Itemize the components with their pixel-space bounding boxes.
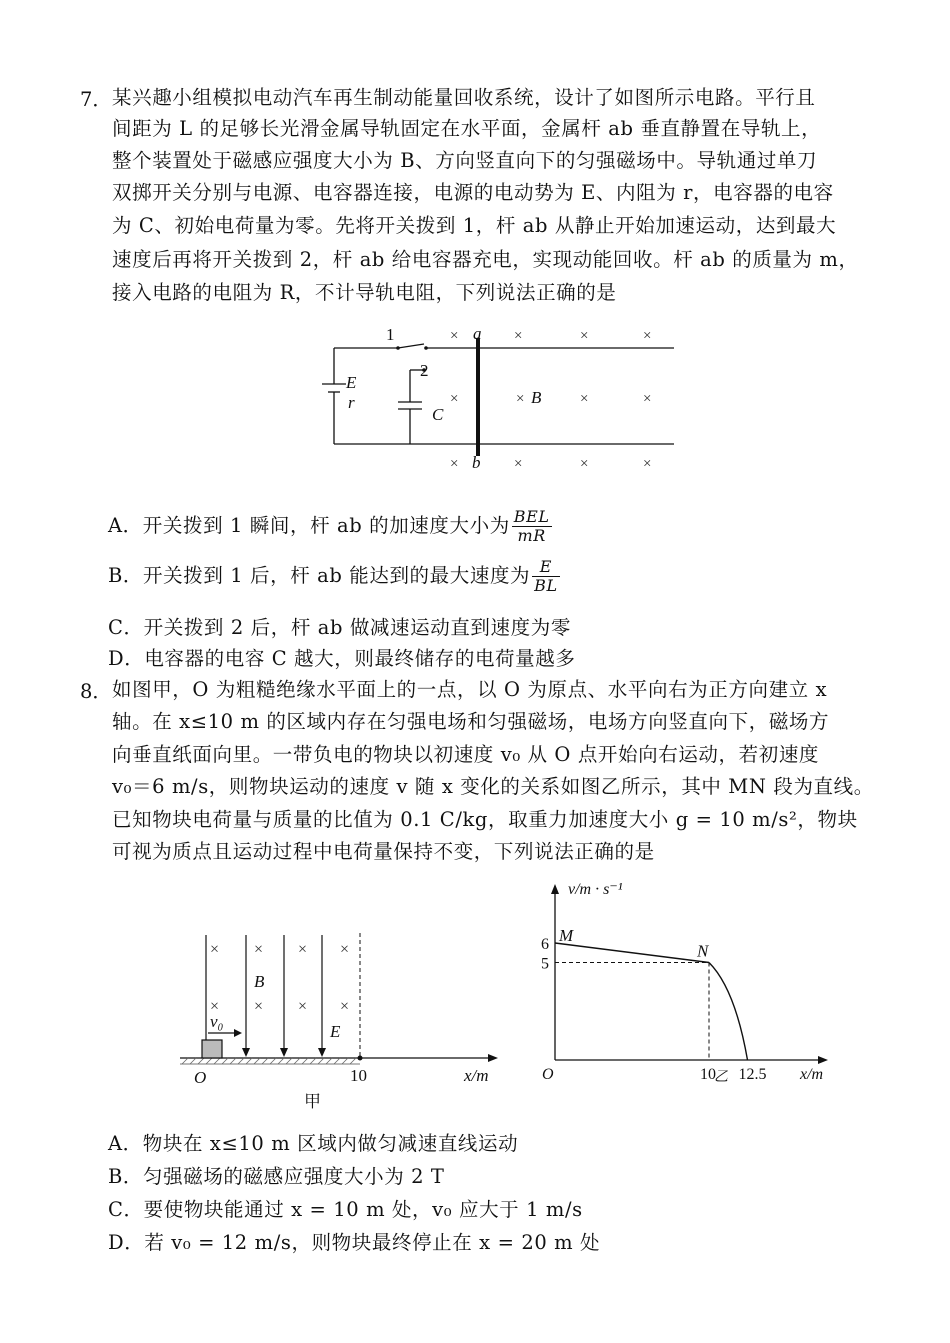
field-cross: × bbox=[450, 456, 459, 472]
fraction-denominator: BL bbox=[534, 576, 558, 595]
q8-number: 8． bbox=[80, 680, 112, 703]
fraction-numerator: E bbox=[532, 558, 560, 577]
x-axis-label: x/m bbox=[464, 1066, 489, 1085]
field-cross: × bbox=[643, 391, 652, 407]
battery-r-label: r bbox=[348, 393, 355, 412]
q7-option-d: D．电容器的电容 C 越大，则最终储存的电荷量越多 bbox=[108, 647, 576, 670]
field-cross: × bbox=[450, 391, 459, 407]
field-cross: × bbox=[514, 328, 523, 344]
q7-line-1: 某兴趣小组模拟电动汽车再生制动能量回收系统，设计了如图所示电路。平行且 bbox=[112, 86, 816, 109]
q7-option-a-fraction bbox=[512, 508, 552, 545]
q7-line-2: 间距为 L 的足够长光滑金属导轨固定在水平面，金属杆 ab 垂直静置在导轨上， bbox=[112, 117, 822, 140]
field-cross: × bbox=[643, 456, 652, 472]
q8-line-1: 如图甲，O 为粗糙绝缘水平面上的一点，以 O 为原点、水平向右为正方向建立 x bbox=[112, 678, 828, 701]
point-label-M: M bbox=[559, 926, 574, 945]
q7-number: 7． bbox=[80, 88, 112, 111]
capacitor-label: C bbox=[432, 405, 444, 424]
field-cross: × bbox=[298, 998, 308, 1015]
field-cross: × bbox=[580, 456, 589, 472]
field-cross: × bbox=[210, 998, 220, 1015]
field-cross: × bbox=[516, 391, 525, 407]
rod-label-a: a bbox=[473, 324, 482, 343]
q8-option-d: D．若 v₀ = 12 m/s，则物块最终停止在 x = 20 m 处 bbox=[108, 1231, 601, 1254]
tick-10: 10 bbox=[350, 1066, 367, 1085]
q7-line-4: 双掷开关分别与电源、电容器连接，电源的电动势为 E、内阻为 r，电容器的电容 bbox=[112, 181, 834, 204]
field-cross: × bbox=[210, 941, 220, 958]
field-label-B: B bbox=[254, 972, 265, 991]
fraction-denominator: mR bbox=[517, 526, 546, 545]
q8-option-b: B．匀强磁场的磁感应强度大小为 2 T bbox=[108, 1165, 445, 1188]
q8-option-c: C．要使物块能通过 x = 10 m 处，v₀ 应大于 1 m/s bbox=[108, 1198, 583, 1221]
q7-option-a bbox=[108, 508, 552, 545]
q7-line-6: 速度后再将开关拨到 2，杆 ab 给电容器充电，实现动能回收。杆 ab 的质量为 m， bbox=[112, 248, 859, 271]
segment-MN bbox=[555, 943, 709, 963]
q7-circuit-figure bbox=[320, 322, 680, 474]
v0-label: v₀ bbox=[210, 1012, 224, 1031]
origin-label: O bbox=[542, 1066, 554, 1083]
point-label-N: N bbox=[697, 941, 709, 961]
q8-line-3: 向垂直纸面向里。一带负电的物块以初速度 v₀ 从 O 点开始向右运动，若初速度 bbox=[112, 743, 820, 766]
field-label-B: B bbox=[531, 388, 542, 407]
q8-option-a: A．物块在 x≤10 m 区域内做匀减速直线运动 bbox=[108, 1132, 519, 1155]
field-cross: × bbox=[340, 998, 350, 1015]
field-cross: × bbox=[580, 328, 589, 344]
segment-N-curve bbox=[709, 963, 748, 1061]
origin-label: O bbox=[194, 1068, 207, 1087]
fig-caption-yi: 乙 bbox=[714, 1070, 728, 1085]
fig-caption-jia: 甲 bbox=[304, 1092, 321, 1111]
field-label-E: E bbox=[330, 1022, 341, 1041]
q7-line-5: 为 C、初始电荷量为零。先将开关拨到 1，杆 ab 从静止开始加速运动，达到最大 bbox=[112, 214, 837, 237]
q7-line-3: 整个装置处于磁感应强度大小为 B、方向竖直向下的匀强磁场中。导轨通过单刀 bbox=[112, 149, 818, 172]
field-cross: × bbox=[298, 941, 308, 958]
x-tick-label: 12.5 bbox=[738, 1066, 767, 1083]
y-axis-label: v/m · s⁻¹ bbox=[568, 881, 623, 898]
y-tick-label: 6 bbox=[541, 936, 549, 953]
battery-emf-label: E bbox=[346, 373, 357, 392]
q7-option-c: C．开关拨到 2 后，杆 ab 做减速运动直到速度为零 bbox=[108, 616, 571, 639]
q7-option-b bbox=[108, 558, 560, 595]
field-cross: × bbox=[580, 391, 589, 407]
q8-line-4: v₀＝6 m/s，则物块运动的速度 v 随 x 变化的关系如图乙所示，其中 MN 段为直线。 bbox=[112, 775, 874, 798]
y-tick-label: 5 bbox=[541, 955, 549, 973]
q8-line-2: 轴。在 x≤10 m 的区域内存在匀强电场和匀强磁场，电场方向竖直向下，磁场方 bbox=[112, 710, 830, 733]
field-cross: × bbox=[643, 328, 652, 344]
q8-line-6: 可视为质点且运动过程中电荷量保持不变，下列说法正确的是 bbox=[112, 840, 655, 863]
x-tick-label: 10 bbox=[700, 1066, 716, 1083]
q7-line-7: 接入电路的电阻为 R，不计导轨电阻，下列说法正确的是 bbox=[112, 281, 617, 304]
x-axis-label: x/m bbox=[800, 1066, 824, 1083]
q8-figure-yi-chart bbox=[530, 880, 840, 1112]
field-cross: × bbox=[514, 456, 523, 472]
q7-option-b-text: B．开关拨到 1 后，杆 ab 能达到的最大速度为 bbox=[108, 564, 531, 587]
switch-label-1: 1 bbox=[386, 325, 395, 344]
q8-figure-jia bbox=[170, 925, 510, 1115]
field-cross: × bbox=[450, 328, 459, 344]
q8-line-5: 已知物块电荷量与质量的比值为 0.1 C/kg，取重力加速度大小 g = 10 m/s²，物块 bbox=[112, 808, 858, 831]
fraction-numerator: BEL bbox=[513, 507, 550, 526]
field-cross: × bbox=[254, 941, 264, 958]
rod-label-b: b bbox=[472, 453, 481, 472]
q7-option-b-fraction bbox=[532, 558, 560, 595]
field-cross: × bbox=[254, 998, 264, 1015]
q7-option-a-text: A．开关拨到 1 瞬间，杆 ab 的加速度大小为 bbox=[108, 514, 510, 537]
field-cross: × bbox=[340, 941, 350, 958]
switch-label-2: 2 bbox=[420, 361, 429, 380]
